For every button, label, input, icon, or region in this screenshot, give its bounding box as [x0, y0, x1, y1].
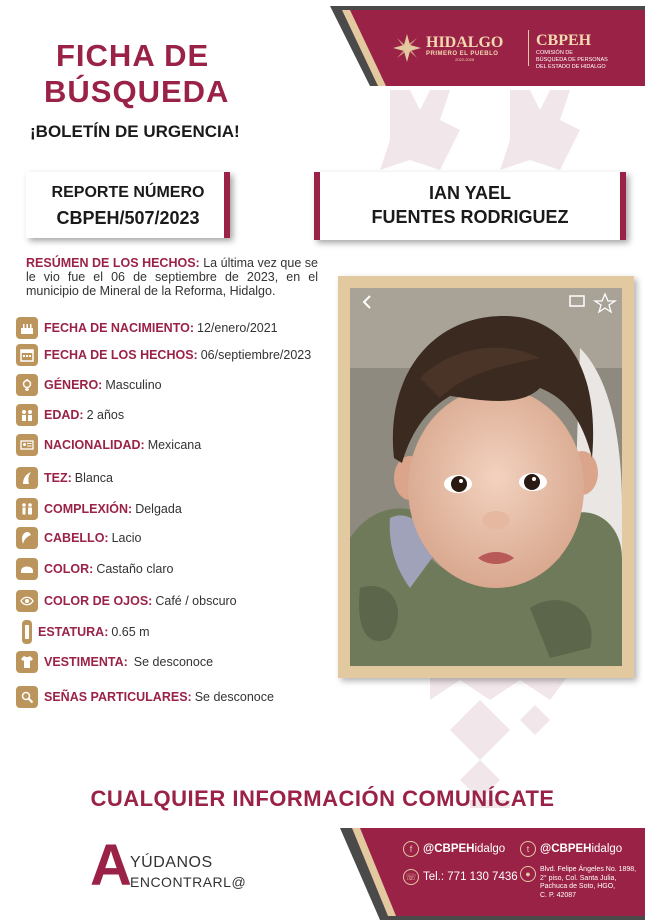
- agency-full-2: BÚSQUEDA DE PERSONAS: [536, 57, 608, 63]
- gender-icon: [16, 374, 38, 396]
- address-block: [520, 866, 636, 900]
- header-divider: [528, 30, 529, 66]
- field-row-skin: [16, 466, 113, 490]
- campaign-line-2: ENCONTRARL@: [130, 874, 247, 890]
- address-line-2: 2° piso, Col. Santa Julia,: [540, 874, 617, 882]
- address-line-3: Pachuca de Soto, HGO,: [540, 883, 616, 890]
- field-row-hair-color: [16, 557, 173, 581]
- eye-icon: [16, 590, 38, 612]
- person-name-line-1: IAN YAEL: [428, 183, 512, 203]
- address-line-1: Blvd. Felipe Ángeles No. 1898,: [540, 866, 637, 873]
- hair-color-icon: [16, 558, 38, 580]
- field-label: FECHA DE NACIMIENTO:: [44, 321, 194, 335]
- field-value: 0.65 m: [111, 625, 150, 639]
- report-number: CBPEH/507/2023: [56, 208, 200, 228]
- report-label: REPORTE NÚMERO: [51, 184, 205, 201]
- field-row-gender: [16, 373, 162, 397]
- title-line-2: BÚSQUEDA: [44, 74, 230, 109]
- field-label: COLOR DE OJOS:: [44, 594, 153, 608]
- name-box: [314, 172, 626, 240]
- field-label: CABELLO:: [44, 531, 109, 545]
- field-value: Se desconoce: [133, 655, 214, 669]
- summary-text: La última vez que se le vio fue el 06 de septiembre de 2023, en el municipio de Mineral de la Reforma, Hidalgo.: [26, 256, 318, 298]
- campaign-logo: [90, 833, 250, 902]
- brand-tagline: PRIMERO EL PUEBLO: [426, 51, 499, 57]
- magnifier-icon: [16, 686, 38, 708]
- field-row-birthdate: [16, 316, 278, 340]
- field-label: COMPLEXIÓN:: [44, 502, 133, 516]
- brand-years: 2022-2028: [455, 57, 475, 62]
- calendar-icon: [16, 344, 38, 366]
- field-value: Castaño claro: [96, 562, 174, 576]
- field-row-height: [16, 620, 150, 644]
- field-value: Delgada: [135, 502, 182, 516]
- twitter-handle-bold: @CBPEH: [540, 843, 592, 855]
- agency-full-1: COMISIÓN DE: [536, 50, 573, 56]
- field-row-build: [16, 497, 182, 521]
- field-value: Lacio: [111, 531, 142, 545]
- hair-icon: [16, 527, 38, 549]
- field-label: GÉNERO:: [44, 378, 103, 392]
- phone-icon: ☏: [403, 869, 419, 885]
- field-value: 06/septiembre/2023: [200, 348, 312, 362]
- location-pin-icon: ●: [520, 866, 536, 882]
- brand-name: HIDALGO: [426, 34, 504, 51]
- missing-person-photo: [338, 276, 634, 678]
- phone-contact[interactable]: [403, 869, 518, 885]
- hidalgo-star-icon: [392, 33, 422, 63]
- name-box-accent-left: [314, 172, 320, 240]
- hidalgo-logo: [392, 30, 522, 66]
- campaign-letter: A: [90, 833, 132, 898]
- urgency-subtitle: ¡BOLETÍN DE URGENCIA!: [30, 122, 240, 141]
- title-line-1: FICHA DE: [56, 38, 210, 73]
- field-label: ESTATURA:: [38, 625, 109, 639]
- field-value: Blanca: [74, 471, 114, 485]
- people-icon: [16, 404, 38, 426]
- field-value: 12/enero/2021: [197, 321, 278, 335]
- agency-acronym: CBPEH: [536, 32, 592, 49]
- field-row-nationality: [16, 433, 201, 457]
- shirt-icon: [16, 651, 38, 673]
- photo-image: [350, 288, 622, 666]
- field-row-marks: [16, 685, 274, 709]
- field-label: EDAD:: [44, 408, 84, 422]
- page-title: [44, 38, 230, 110]
- summary: [26, 256, 318, 298]
- campaign-line-1: YÚDANOS: [130, 854, 213, 871]
- report-box: [26, 172, 230, 238]
- field-row-event-date: [16, 343, 311, 367]
- field-value: Se desconoce: [194, 690, 274, 704]
- field-value: Mexicana: [147, 438, 202, 452]
- agency-full-3: DEL ESTADO DE HIDALGO: [536, 64, 606, 70]
- field-row-hair: [16, 526, 141, 550]
- field-row-age: [16, 403, 124, 427]
- agency-block: [536, 32, 636, 71]
- ruler-icon: [22, 620, 32, 644]
- field-label: TEZ:: [44, 471, 72, 485]
- field-value: Café / obscuro: [155, 594, 237, 608]
- cake-icon: [16, 317, 38, 339]
- field-label: SEÑAS PARTICULARES:: [44, 690, 192, 704]
- report-box-accent: [224, 172, 230, 238]
- twitter-icon: t: [520, 841, 536, 857]
- field-row-eye-color: [16, 589, 237, 613]
- id-card-icon: [16, 434, 38, 456]
- field-value: Masculino: [105, 378, 162, 392]
- phone-number: Tel.: 771 130 7436: [423, 871, 518, 883]
- twitter-handle-rest: idalgo: [591, 843, 623, 855]
- facebook-handle-rest: idalgo: [474, 843, 506, 855]
- name-box-accent-right: [620, 172, 626, 240]
- address-line-4: C. P. 42087: [540, 891, 577, 899]
- field-label: COLOR:: [44, 562, 94, 576]
- twitter-link[interactable]: [520, 841, 622, 857]
- field-label: NACIONALIDAD:: [44, 438, 145, 452]
- facebook-handle-bold: @CBPEH: [423, 843, 475, 855]
- field-row-clothing: [16, 650, 213, 674]
- summary-label: RESÚMEN DE LOS HECHOS:: [26, 256, 200, 270]
- body-icon: [16, 498, 38, 520]
- person-name-line-2: FUENTES RODRIGUEZ: [371, 207, 569, 227]
- facebook-link[interactable]: [403, 841, 505, 857]
- skin-tone-icon: [16, 467, 38, 489]
- field-value: 2 años: [86, 408, 125, 422]
- facebook-icon: f: [403, 841, 419, 857]
- field-label: FECHA DE LOS HECHOS:: [44, 348, 198, 362]
- field-label: VESTIMENTA:: [44, 655, 128, 669]
- contact-call-to-action: CUALQUIER INFORMACIÓN COMUNÍCATE: [90, 786, 555, 811]
